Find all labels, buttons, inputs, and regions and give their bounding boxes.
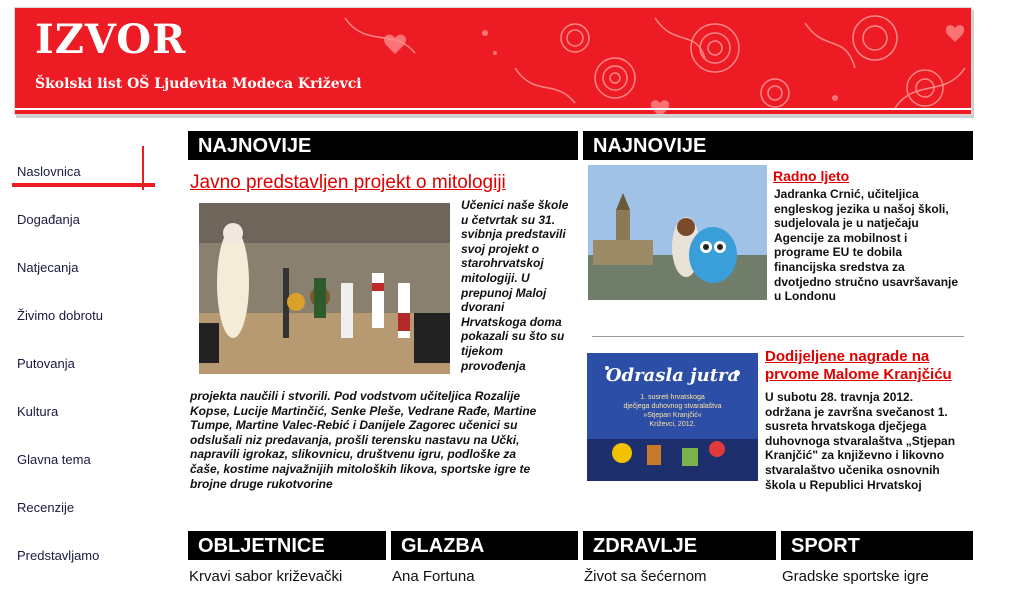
section-link-glazba[interactable]: Ana Fortuna — [392, 568, 475, 585]
text-line: napravili igrokaz, slikovnicu, društvenu igru, podloške za — [190, 447, 517, 462]
news-divider — [592, 336, 964, 337]
text-line: mitologiji. U — [461, 270, 530, 285]
news-image-mali-kranjcic[interactable] — [587, 353, 758, 481]
featured-article-side-text — [461, 198, 581, 373]
text-line: Kranjčić" za književno i likovno — [765, 448, 945, 463]
section-heading-glazba: GLAZBA — [391, 531, 578, 560]
text-line: prepunoj Maloj — [461, 285, 547, 300]
london-photo-icon — [588, 165, 767, 300]
section-link-obljetnice[interactable]: Krvavi sabor križevački — [189, 568, 343, 585]
text-line: dvorani — [461, 300, 505, 315]
stage-photo-icon — [199, 203, 450, 374]
nav-item-kultura[interactable]: Kultura — [17, 404, 59, 419]
site-subtitle: Školski list OŠ Ljudevita Modeca Križevci — [35, 76, 362, 92]
section-heading-zdravlje: ZDRAVLJE — [583, 531, 776, 560]
text-line: susreta hrvatskoga dječjega — [765, 419, 927, 434]
poster-title: Odrasla jutra — [605, 365, 740, 386]
text-line: svibnja predstavili — [461, 227, 566, 242]
nav-item-zivimo-dobrotu[interactable]: Živimo dobrotu — [17, 308, 103, 323]
text-line: škola u Republici Hrvatskoj — [765, 477, 922, 492]
text-line: Učenici naše škole — [461, 198, 569, 212]
text-line: 1. susreti hrvatskoga — [640, 394, 705, 401]
title-line: Dodijeljene nagrade na — [765, 348, 930, 365]
section-link-sport[interactable]: Gradske sportske igre — [782, 568, 929, 585]
text-line: Kopse, Lucije Martinčić, Senke Pleše, Vedrane Rađe, Martine — [190, 403, 537, 418]
text-line: Agencije za mobilnost i — [774, 230, 908, 245]
title-line: prvome Malome Kranjčiću — [765, 366, 952, 383]
featured-article-image[interactable] — [199, 203, 450, 374]
text-line: projekta naučili i stvorili. Pod vodstvom učiteljica Rozalije — [190, 389, 521, 403]
section-link-zdravlje[interactable]: Život sa šećernom — [584, 568, 707, 585]
text-line: Hrvatskoga doma — [461, 314, 562, 329]
news-text-radno-ljeto — [774, 187, 974, 304]
text-line: svoj projekt o — [461, 241, 540, 256]
news-text-mali-kranjcic — [765, 390, 970, 492]
nav-active-underline — [12, 183, 155, 187]
text-line: starohrvatskoj — [461, 256, 544, 271]
text-line: U subotu 28. travnja 2012. — [765, 390, 914, 404]
featured-article-body — [190, 389, 580, 491]
text-line: provođenja — [461, 358, 526, 373]
nav-item-naslovnica[interactable]: Naslovnica — [17, 164, 81, 179]
text-line: programe EU te dobila — [774, 245, 903, 260]
text-line: dječjega duhovnog stvaralaštva — [623, 403, 722, 410]
text-line: u Londonu — [774, 289, 836, 304]
header-banner — [14, 7, 972, 115]
text-line: u četvrtak su 31. — [461, 212, 556, 227]
text-line: čaše, kostime najvažnijih mitoloških likova, sportske igre te — [190, 461, 531, 476]
news-image-radno-ljeto[interactable] — [588, 165, 767, 300]
nav-item-recenzije[interactable]: Recenzije — [17, 500, 75, 515]
text-line: financijska sredstva za — [774, 259, 905, 274]
nav-item-putovanja[interactable]: Putovanja — [17, 356, 75, 371]
nav-item-predstavljamo[interactable]: Predstavljamo — [17, 548, 100, 563]
nav-item-natjecanja[interactable]: Natjecanja — [17, 260, 79, 275]
text-line: Jadranka Crnić, učiteljica — [774, 187, 919, 201]
featured-article-title[interactable]: Javno predstavljen projekt o mitologiji — [190, 172, 506, 193]
section-heading-najnovije-right: NAJNOVIJE — [583, 131, 973, 160]
nav-item-glavna-tema[interactable]: Glavna tema — [17, 452, 91, 467]
text-line: engleskog jezika u našoj školi, — [774, 201, 949, 216]
section-heading-sport: SPORT — [781, 531, 973, 560]
poster-subtitle — [587, 393, 758, 429]
news-title-radno-ljeto[interactable]: Radno ljeto — [773, 168, 850, 184]
banner-divider — [15, 108, 971, 110]
nav-item-dogadanja[interactable]: Događanja — [17, 212, 80, 227]
text-line: duhovnoga stvaralaštva „Stjepan — [765, 433, 956, 448]
text-line: održana je završna svečanost 1. — [765, 404, 948, 419]
text-line: sudjelovala je u natječaju — [774, 216, 919, 231]
text-line: »Stjepan Kranjčić« — [643, 412, 702, 419]
text-line: dvotjedno stručno usavršavanje — [774, 274, 959, 289]
news-title-mali-kranjcic[interactable] — [765, 348, 952, 384]
text-line: Križevci, 2012. — [649, 421, 696, 428]
text-line: Tumpe, Martine Valec-Rebić i Danijele Zagorec učenici su — [190, 418, 518, 433]
text-line: tijekom — [461, 343, 504, 358]
section-heading-najnovije-left: NAJNOVIJE — [188, 131, 578, 160]
text-line: pokazali su što su — [461, 329, 565, 344]
text-line: brojne druge rukotvorine — [190, 476, 333, 491]
site-title[interactable]: IZVOR — [35, 16, 187, 63]
text-line: stvaralaštvo učenika osnovnih — [765, 462, 940, 477]
text-line: odslušali niz predavanja, prošli terensku nastavu na Učki, — [190, 432, 520, 447]
section-heading-obljetnice: OBLJETNICE — [188, 531, 386, 560]
